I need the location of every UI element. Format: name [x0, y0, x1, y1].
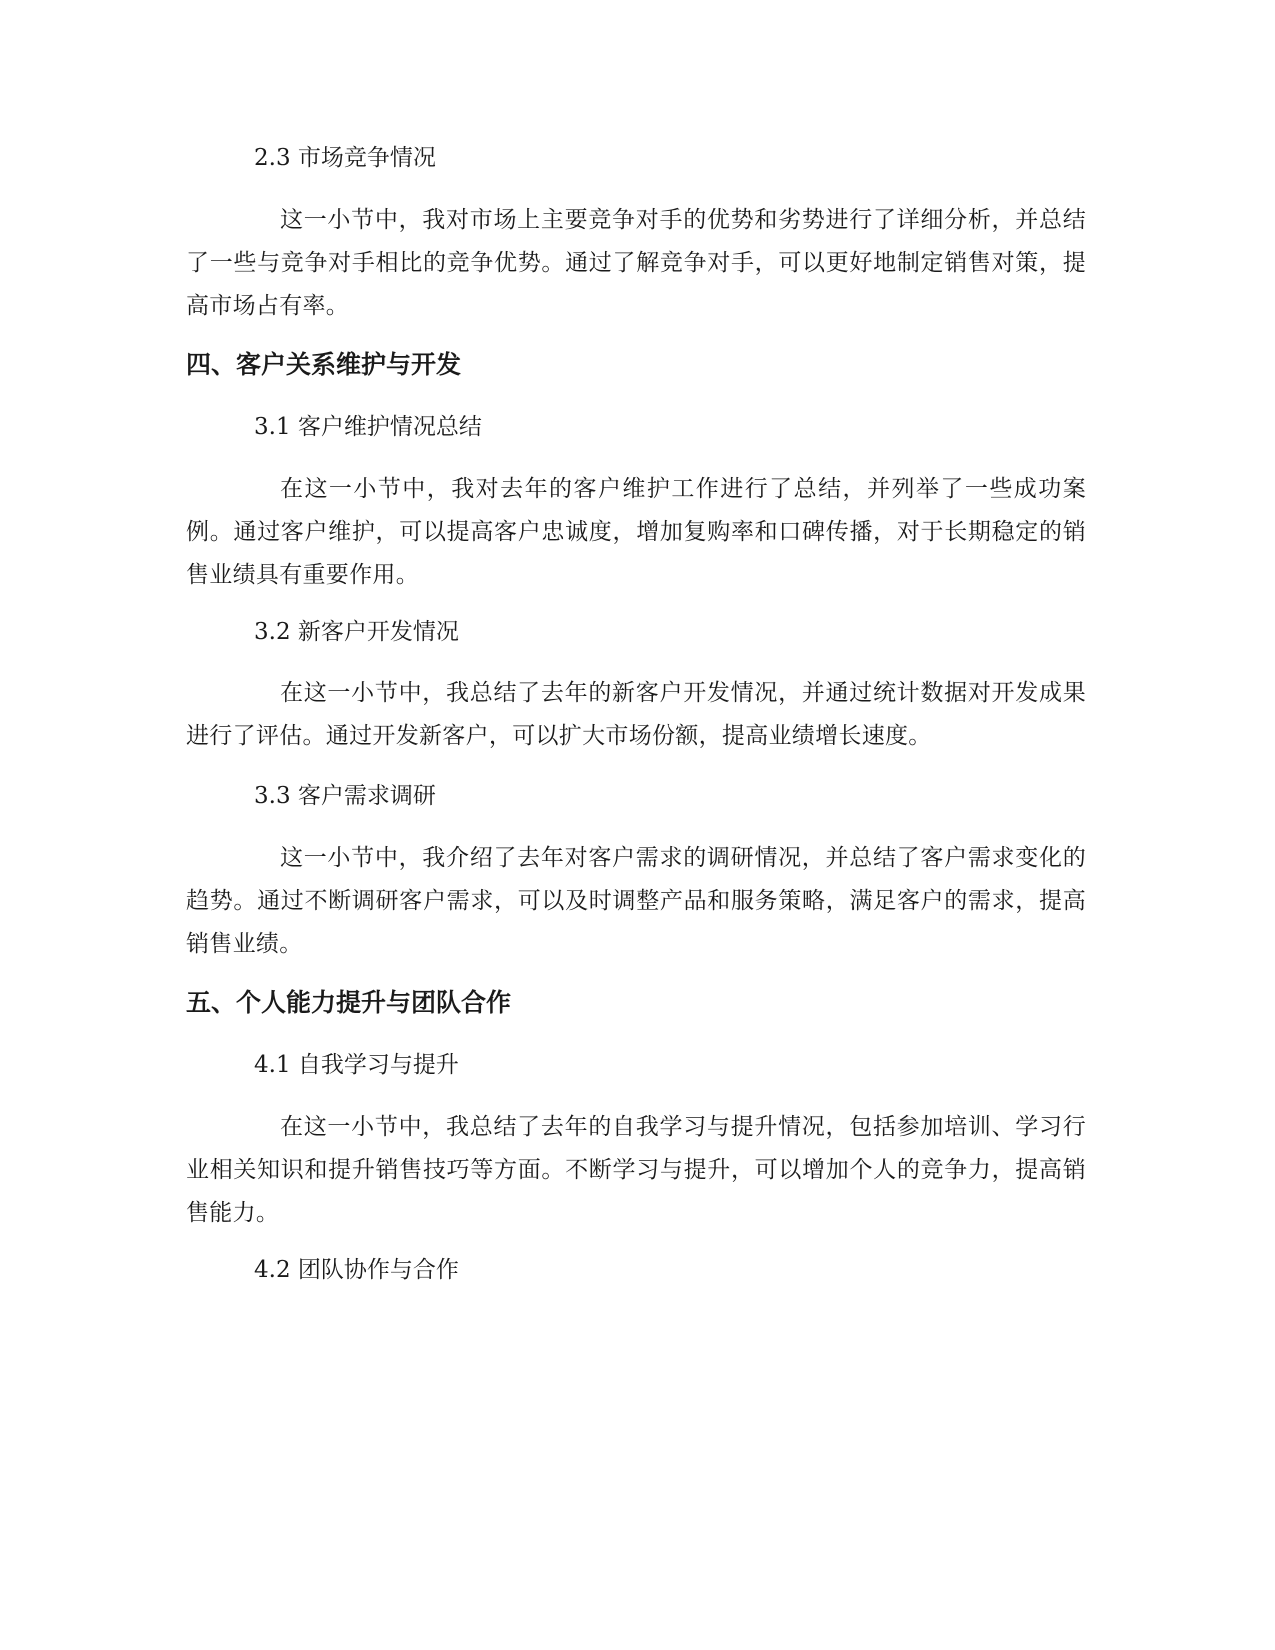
subheading-3-1: 3.1 客户维护情况总结 — [254, 414, 482, 440]
paragraph-2-3: 这一小节中，我对市场上主要竞争对手的优势和劣势进行了详细分析，并总结了一些与竞争对手相比的竞争优势。通过了解竞争对手，可以更好地制定销售对策，提高市场占有率。 — [186, 207, 1086, 319]
paragraph-4-1: 在这一小节中，我总结了去年的自我学习与提升情况，包括参加培训、学习行业相关知识和提升销售技巧等方面。不断学习与提升，可以增加个人的竞争力，提高销售能力。 — [186, 1114, 1086, 1226]
paragraph-3-1: 在这一小节中，我对去年的客户维护工作进行了总结，并列举了一些成功案例。通过客户维护，可以提高客户忠诚度，增加复购率和口碑传播，对于长期稳定的销售业绩具有重要作用。 — [186, 476, 1086, 588]
paragraph-3-2: 在这一小节中，我总结了去年的新客户开发情况，并通过统计数据对开发成果进行了评估。通过开发新客户，可以扩大市场份额，提高业绩增长速度。 — [186, 680, 1086, 749]
paragraph-3-3: 这一小节中，我介绍了去年对客户需求的调研情况，并总结了客户需求变化的趋势。通过不断调研客户需求，可以及时调整产品和服务策略，满足客户的需求，提高销售业绩。 — [186, 845, 1086, 957]
subheading-3-2: 3.2 新客户开发情况 — [254, 619, 459, 645]
subheading-3-3: 3.3 客户需求调研 — [254, 783, 436, 809]
section-heading-5: 五、个人能力提升与团队合作 — [186, 988, 512, 1017]
subheading-2-3: 2.3 市场竞争情况 — [254, 145, 436, 171]
section-heading-4: 四、客户关系维护与开发 — [186, 350, 462, 379]
subheading-4-1: 4.1 自我学习与提升 — [254, 1052, 459, 1078]
subheading-4-2: 4.2 团队协作与合作 — [254, 1257, 459, 1283]
